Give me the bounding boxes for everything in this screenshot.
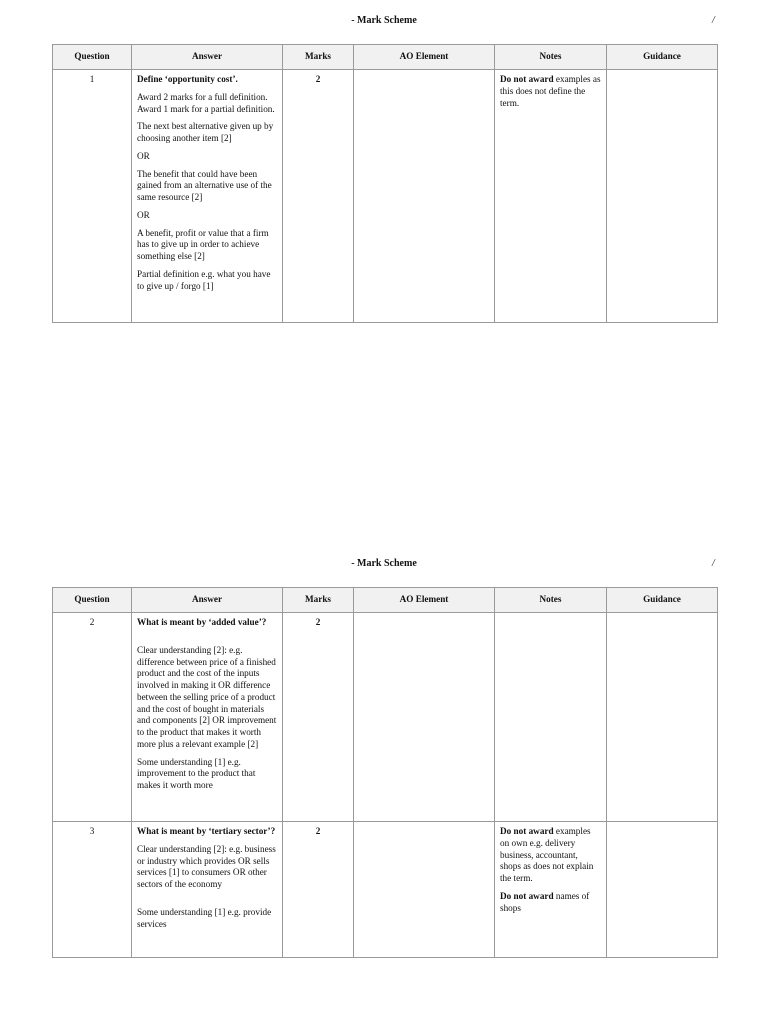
notes-paragraph bbox=[500, 826, 601, 885]
answer-cell bbox=[132, 613, 283, 822]
answer-cell bbox=[132, 822, 283, 958]
column-header-answer: Answer bbox=[132, 588, 283, 613]
page-header-slash: / bbox=[712, 558, 715, 569]
notes-cell bbox=[495, 822, 607, 958]
question-number: 3 bbox=[53, 822, 132, 958]
answer-paragraph: Some understanding [1] e.g. improvement to the product that makes it worth more bbox=[137, 756, 256, 791]
table-header-row bbox=[53, 45, 718, 70]
page-header-slash: / bbox=[712, 15, 715, 26]
answer-paragraph: Award 2 marks for a full definition. Award 1 mark for a partial definition. bbox=[137, 91, 275, 114]
notes-paragraph bbox=[500, 891, 601, 915]
page-header-title: - Mark Scheme bbox=[351, 15, 417, 26]
notes-bold: Do not award bbox=[500, 890, 554, 901]
question-number: 2 bbox=[53, 613, 132, 822]
guidance-cell bbox=[607, 70, 718, 323]
answer-paragraph: Clear understanding [2]: e.g. difference between price of a finished product and the cost of the inputs involved in making it OR difference between the selling price of a product and the cost of bought in materials and components [2] OR improvement to the product that makes it worth more plus a relevant example [2] bbox=[137, 644, 277, 749]
answer-paragraph: OR bbox=[137, 150, 150, 161]
table-header-row bbox=[53, 588, 718, 613]
column-header-notes: Notes bbox=[495, 588, 607, 613]
column-header-marks: Marks bbox=[283, 588, 354, 613]
answer-cell bbox=[132, 70, 283, 323]
marks-value: 2 bbox=[283, 822, 354, 958]
column-header-notes: Notes bbox=[495, 45, 607, 70]
notes-text: names of shops bbox=[500, 890, 590, 913]
answer-paragraph: OR bbox=[137, 209, 150, 220]
answer-paragraph: Partial definition e.g. what you have to give up / forgo [1] bbox=[137, 268, 271, 291]
column-header-guidance: Guidance bbox=[607, 588, 718, 613]
question-title: What is meant by ‘tertiary sector’? bbox=[137, 826, 276, 836]
column-header-ao-element: AO Element bbox=[354, 45, 495, 70]
question-number: 1 bbox=[53, 70, 132, 323]
guidance-cell bbox=[607, 822, 718, 958]
notes-text: examples as this does not define the term. bbox=[500, 74, 601, 108]
notes-bold: Do not award bbox=[500, 74, 554, 84]
column-header-guidance: Guidance bbox=[607, 45, 718, 70]
notes-paragraph bbox=[500, 74, 601, 109]
notes-text: examples on own e.g. delivery business, accountant, shops as does not explain the term. bbox=[500, 826, 594, 884]
table-row bbox=[53, 70, 718, 323]
answer-paragraph: Clear understanding [2]: e.g. business or industry which provides OR sells services [1] to consumers OR other sectors of the economy bbox=[137, 843, 276, 890]
column-header-ao-element: AO Element bbox=[354, 588, 495, 613]
column-header-answer: Answer bbox=[132, 45, 283, 70]
mark-scheme-table bbox=[52, 44, 718, 323]
page-header-title: - Mark Scheme bbox=[351, 558, 417, 569]
column-header-marks: Marks bbox=[283, 45, 354, 70]
answer-paragraph: The benefit that could have been gained from an alternative use of the same resource [2] bbox=[137, 168, 272, 203]
ao-element-cell bbox=[354, 822, 495, 958]
guidance-cell bbox=[607, 613, 718, 822]
table-row bbox=[53, 613, 718, 822]
answer-paragraph: The next best alternative given up by choosing another item [2] bbox=[137, 121, 274, 144]
column-header-question: Question bbox=[53, 588, 132, 613]
ao-element-cell bbox=[354, 613, 495, 822]
notes-bold: Do not award bbox=[500, 826, 554, 836]
marks-value: 2 bbox=[283, 613, 354, 822]
notes-cell bbox=[495, 70, 607, 323]
notes-cell bbox=[495, 613, 607, 822]
answer-paragraph: Some understanding [1] e.g. provide services bbox=[137, 906, 272, 929]
marks-value: 2 bbox=[283, 70, 354, 323]
question-title: What is meant by ‘added value’? bbox=[137, 617, 267, 627]
table-row bbox=[53, 822, 718, 958]
question-title: Define ‘opportunity cost’. bbox=[137, 74, 238, 84]
mark-scheme-table bbox=[52, 587, 718, 958]
answer-paragraph: A benefit, profit or value that a firm has to give up in order to achieve something else [2] bbox=[137, 227, 269, 262]
column-header-question: Question bbox=[53, 45, 132, 70]
ao-element-cell bbox=[354, 70, 495, 323]
